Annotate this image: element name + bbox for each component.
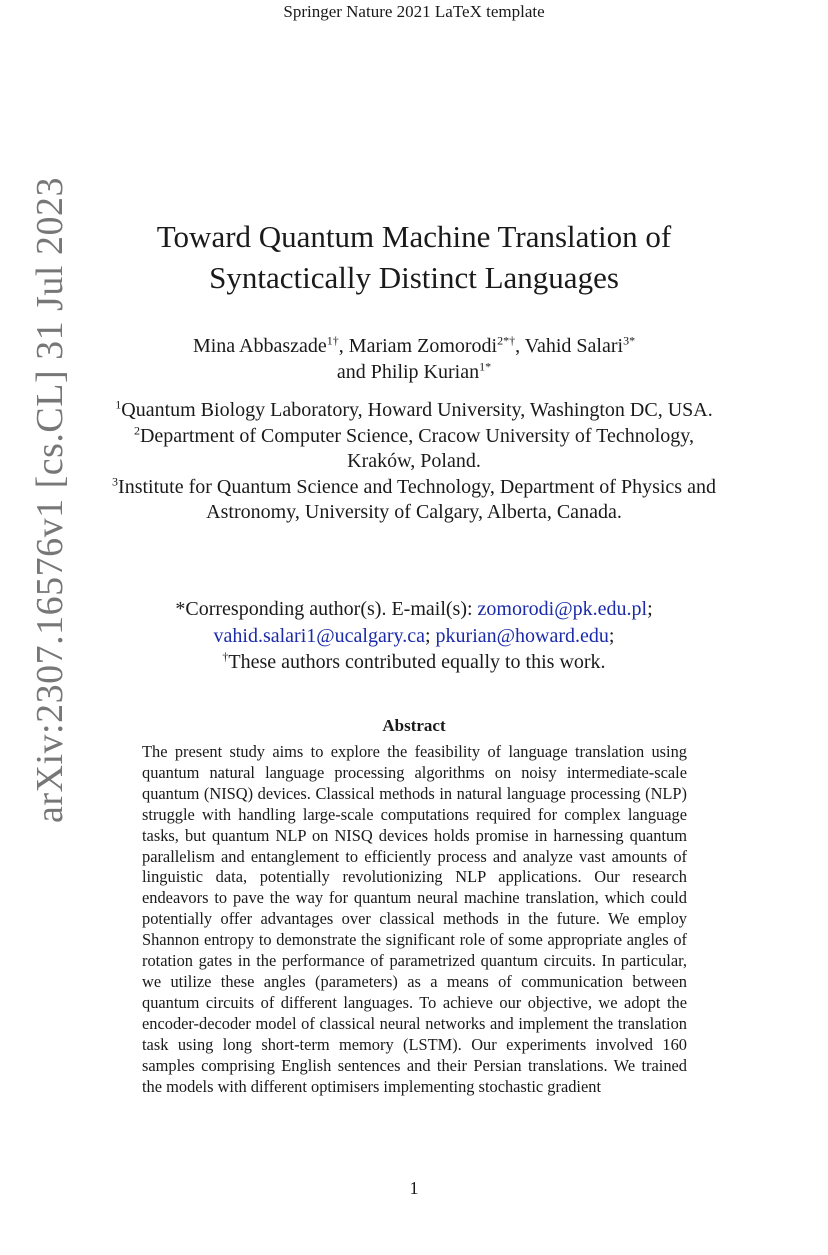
author-marks: 1* <box>479 359 492 374</box>
affiliations <box>110 398 718 526</box>
correspondence-prefix: *Corresponding author(s). E-mail(s): <box>175 598 478 620</box>
affiliation <box>110 424 718 475</box>
affiliation-number: 3 <box>112 473 119 488</box>
affiliation-text: Quantum Biology Laboratory, Howard University, Washington DC, USA. <box>121 399 713 421</box>
author-name: Philip Kurian <box>370 361 480 383</box>
arxiv-identifier[interactable]: arXiv:2307.16576v1 [cs.CL] 31 Jul 2023 <box>29 177 71 823</box>
dagger-mark: † <box>222 649 229 664</box>
affiliation-text: Institute for Quantum Science and Technology, Department of Physics and Astronomy, University of Calgary, Alberta, Canada. <box>118 475 716 523</box>
author-separator: , <box>515 335 525 357</box>
correspondence-line-2: vahid.salari1@ucalgary.ca; pkurian@howard.edu; <box>213 624 615 647</box>
author-name: Vahid Salari <box>524 335 624 357</box>
email-link[interactable]: pkurian@howard.edu <box>435 624 609 647</box>
email-link[interactable]: vahid.salari1@ucalgary.ca <box>213 624 425 647</box>
running-header: Springer Nature 2021 LaTeX template <box>283 2 545 21</box>
equal-contribution-note <box>110 649 718 676</box>
correspondence <box>110 596 718 676</box>
author-line-2 <box>110 359 718 385</box>
author-marks: 2*† <box>497 333 516 348</box>
page-number: 1 <box>409 1178 419 1198</box>
email-link[interactable]: zomorodi@pk.edu.pl <box>477 598 648 620</box>
author-line-1 <box>110 333 718 359</box>
author-marks: 3* <box>623 333 636 348</box>
author-name: Mariam Zomorodi <box>348 335 498 357</box>
author-and: and <box>336 361 371 383</box>
paper-title <box>110 216 718 298</box>
affiliation-text: Department of Computer Science, Cracow University of Technology, Kraków, Poland. <box>139 424 694 472</box>
abstract-body: The present study aims to explore the feasibility of language translation using quantum natural language processing algorithms on noisy intermediate-scale quantum (NISQ) devices. Classical methods in natural language processing (NLP) struggle with handling large-scale computations required for complex language tasks, but quantum NLP on NISQ devices holds promise in harnessing quantum parallelism and entanglement to efficiently process and analyze vast amounts of linguistic data, potentially revolutionizing NLP applications. Our research endeavors to pave the way for quantum neural machine translation, which could potentially offer advantages over classical methods in the future. We employ Shannon entropy to demonstrate the significant role of some appropriate angles of rotation gates in the performance of parametrized quantum circuits. In particular, we utilize these angles (parameters) as a means of communication between quantum circuits of different languages. To achieve our objective, we adopt the encoder-decoder model of classical neural networks and implement the translation task using long short-term memory (LSTM). Our experiments involved 160 samples comprising English sentences and their Persian translations. We trained the models with different optimisers implementing stochastic gradient <box>142 742 687 1096</box>
author-list <box>110 333 718 385</box>
affiliation <box>110 398 718 424</box>
author-separator: , <box>338 335 349 357</box>
abstract-heading: Abstract <box>382 716 446 735</box>
affiliation-number: 1 <box>115 397 122 412</box>
affiliation-number: 2 <box>133 422 140 437</box>
author-marks: 1† <box>326 333 339 348</box>
affiliation <box>110 475 718 526</box>
correspondence-line-1: *Corresponding author(s). E-mail(s): zomorodi@pk.edu.pl; <box>175 598 653 620</box>
title-line-2: Syntactically Distinct Languages <box>209 260 619 295</box>
title-line-1: Toward Quantum Machine Translation of <box>156 219 672 254</box>
equal-contribution-text: These authors contributed equally to this work. <box>228 651 606 673</box>
author-name: Mina Abbaszade <box>192 335 327 357</box>
